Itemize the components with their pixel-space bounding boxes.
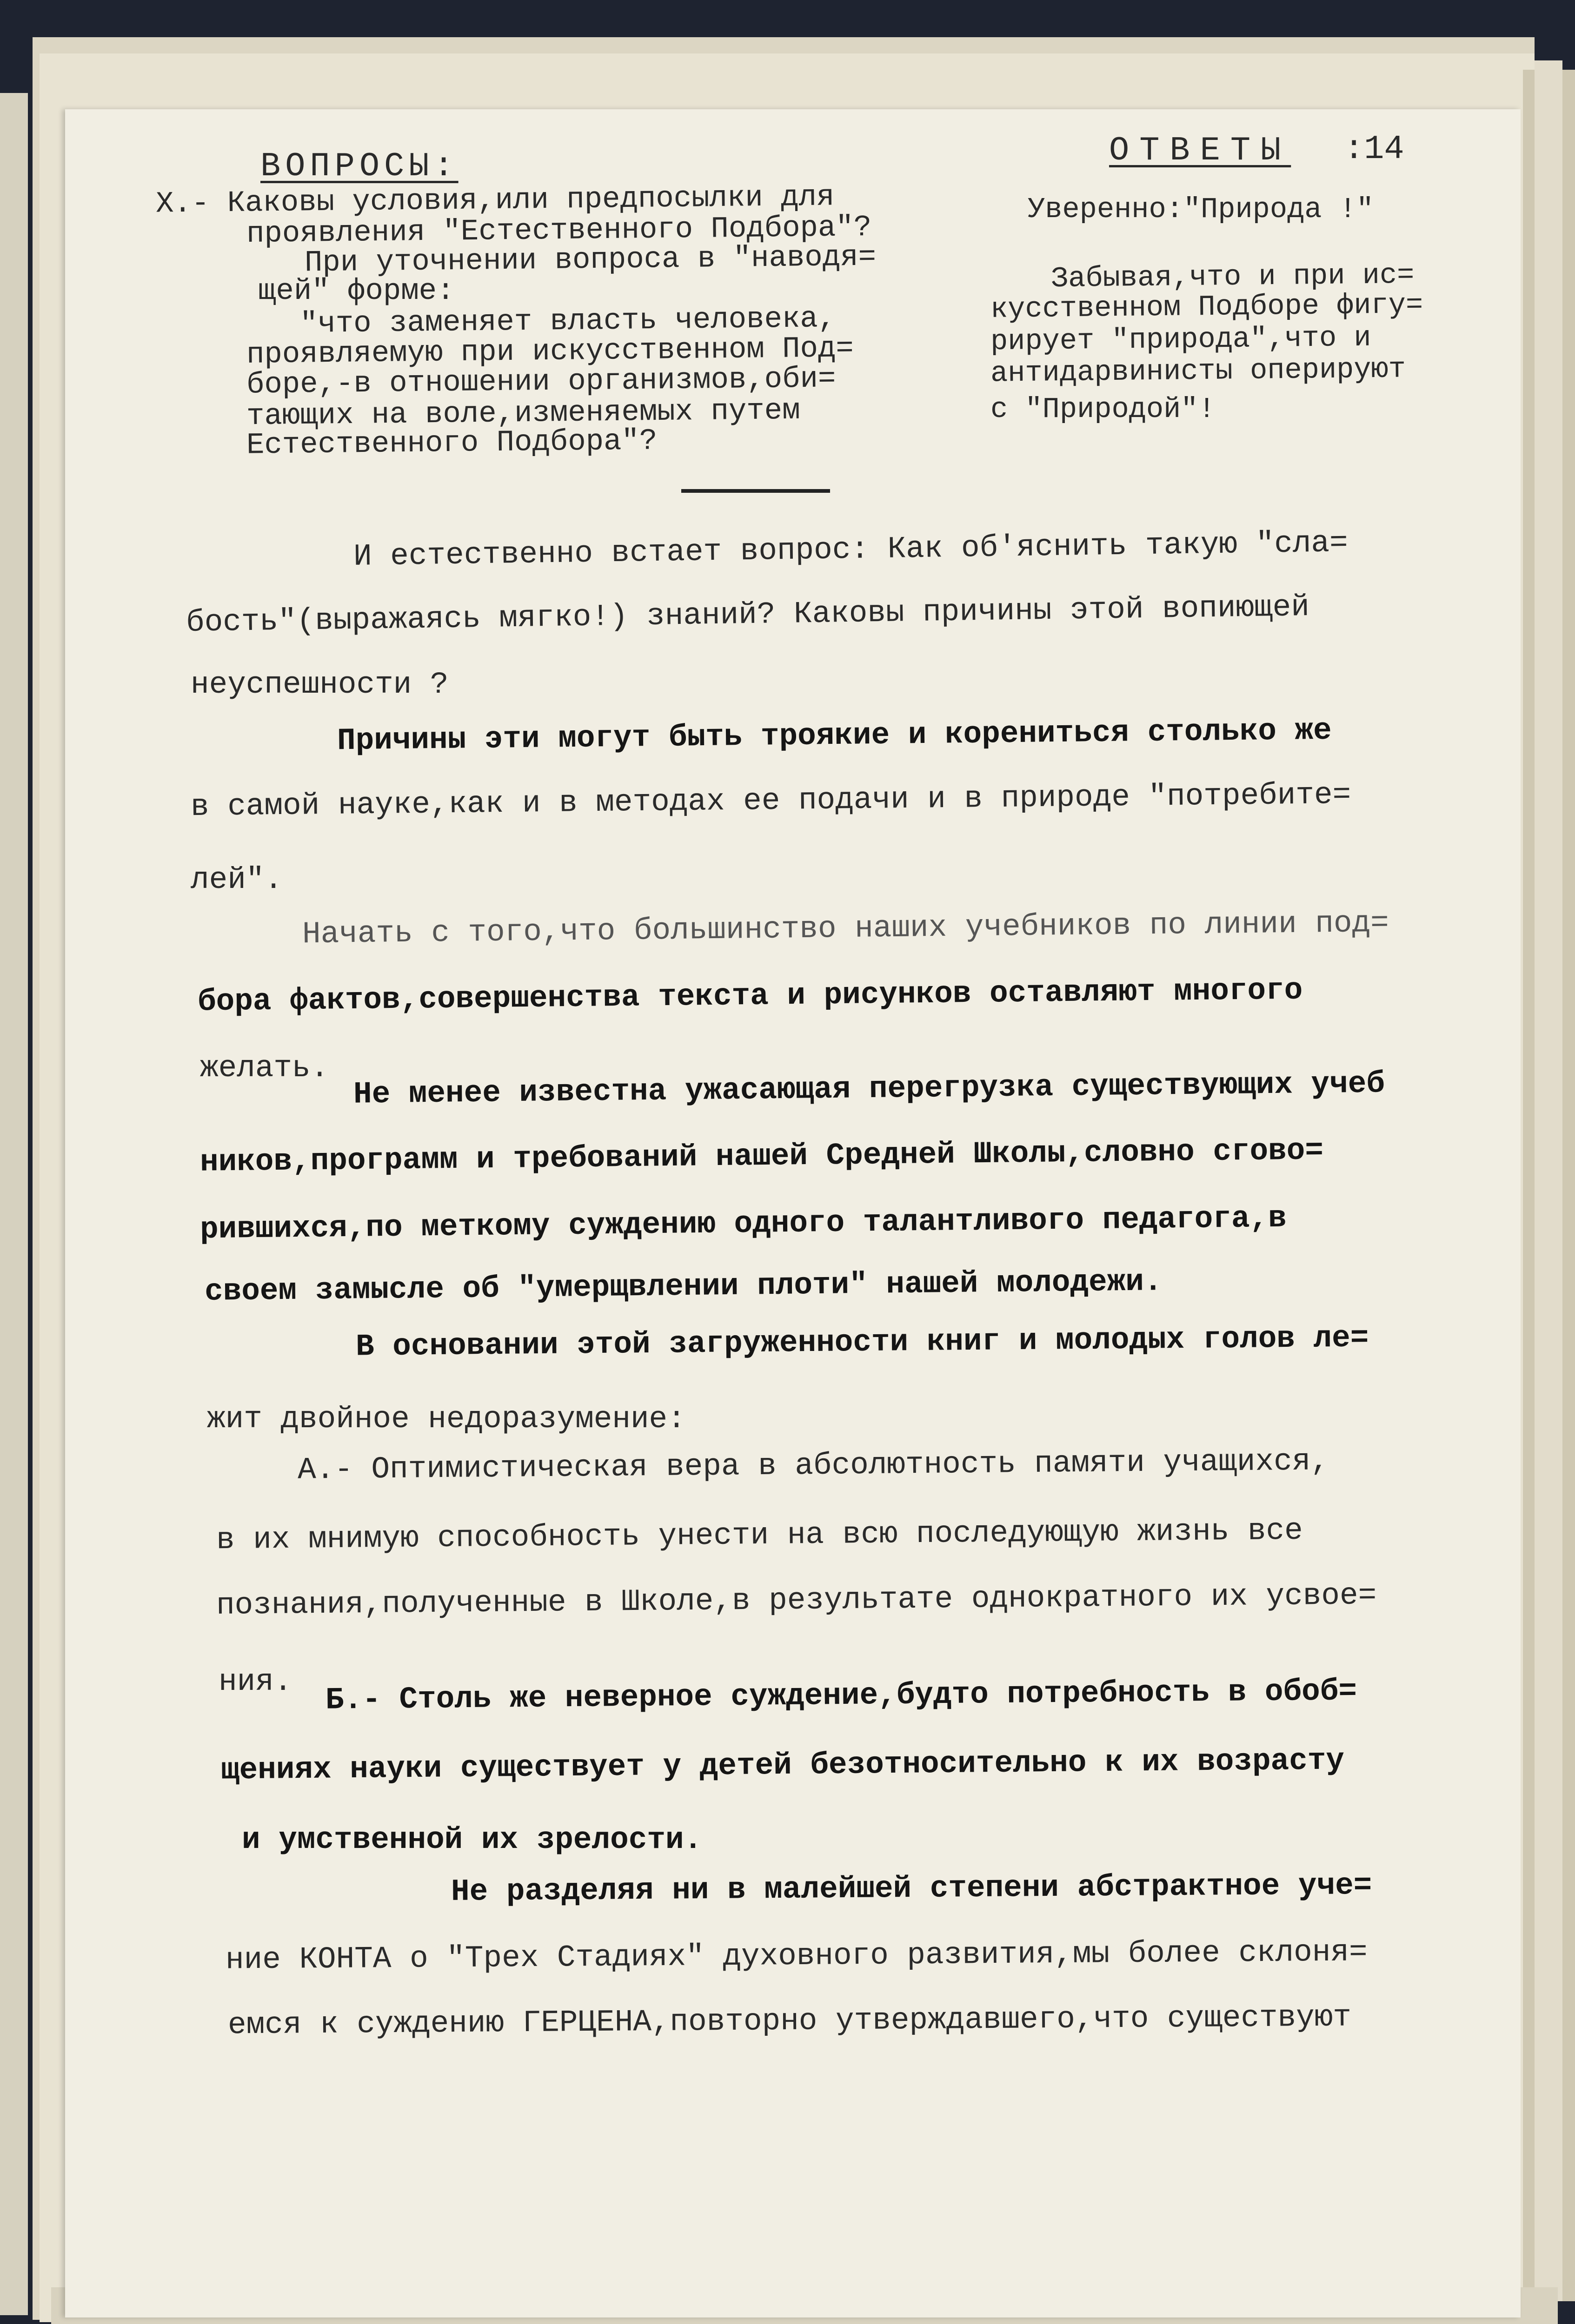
body-line: В основании этой загруженности книг и молодых голов ле= <box>355 1320 1369 1364</box>
question-line: боре,-в отношении организмов,оби= <box>246 362 836 402</box>
question-line: тающих на воле,изменяемых путем <box>246 394 800 434</box>
separator-line <box>681 489 830 493</box>
body-line: И естественно встает вопрос: Как об'яснить такую "сла= <box>353 525 1349 574</box>
body-line: ников,программ и требований нашей Средней Школы,словно сгово= <box>199 1133 1324 1180</box>
body-line: рившихся,по меткому суждению одного талантливого педагога,в <box>199 1200 1287 1247</box>
body-line: лей". <box>191 862 283 897</box>
question-line: щей" форме: <box>258 275 455 308</box>
question-line: Х.- Каковы условия,или предпосылки для <box>155 180 835 221</box>
body-line: щениях науки существует у детей безотносительно к их возрасту <box>220 1743 1345 1788</box>
answers-heading: ОТВЕТЫ <box>1109 132 1291 170</box>
question-line: проявления "Естественного Подбора"? <box>246 211 872 252</box>
question-line: Естественного Подбора"? <box>246 424 658 463</box>
body-line: ние КОНТА о "Трех Стадиях" духовного развития,мы более склоня= <box>225 1934 1368 1978</box>
body-line: Начать с того,что большинство наших учебников по линии под= <box>302 905 1389 952</box>
body-line: неуспешности ? <box>191 667 449 702</box>
body-line: емся к суждению ГЕРЦЕНА,повторно утверждавшего,что существуют <box>227 2000 1352 2043</box>
body-line: и умственной их зрелости. <box>242 1822 703 1857</box>
answer-line: рирует "природа",что и <box>990 321 1371 358</box>
body-line: ния. <box>219 1664 292 1699</box>
body-line: А.- Оптимистическая вера в абсолютность памяти учащихся, <box>297 1443 1329 1488</box>
answer-line: антидарвинисты оперируют <box>990 352 1406 390</box>
body-line: Б.- Столь же неверное суждение,будто потребность в обоб= <box>325 1674 1357 1718</box>
question-line: При уточнении вопроса в "наводя= <box>304 240 877 280</box>
questions-heading: ВОПРОСЫ: <box>260 147 459 185</box>
right-page-stack-2 <box>1535 60 1562 2301</box>
body-line: бора фактов,совершенства текста и рисунков оставляют многого <box>197 973 1303 1020</box>
body-line: познания,полученные в Школе,в результате однократного их усвое= <box>216 1578 1377 1623</box>
body-line: Не менее известна ужасающая перегрузка существующих учеб <box>353 1066 1385 1112</box>
answer-line: с "Природой"! <box>990 393 1216 426</box>
body-line: желать. <box>200 1051 329 1086</box>
answer-line: Уверенно:"Природа !" <box>1028 193 1374 226</box>
body-line: жит двойное недоразумение: <box>207 1402 686 1437</box>
answer-line: кусственном Подборе фигу= <box>990 288 1423 326</box>
body-line: в самой науке,как и в методах ее подачи и в природе "потребите= <box>190 777 1351 825</box>
body-line: бость"(выражаясь мягко!) знаний? Каковы причины этой вопиющей <box>186 589 1310 640</box>
question-line: проявляемую при искусственном Под= <box>246 332 854 372</box>
body-line: в их мнимую способность унести на всю последующую жизнь все <box>216 1513 1303 1558</box>
page-number: :14 <box>1344 130 1404 168</box>
question-line: "что заменяет власть человека, <box>299 302 836 342</box>
answer-line: Забывая,что и при ис= <box>1050 258 1415 296</box>
body-line: Не разделяя ни в малейшей степени абстрактное уче= <box>451 1868 1372 1909</box>
left-page-edge <box>0 93 28 2315</box>
body-line: Причины эти могут быть троякие и корениться столько же <box>337 713 1332 759</box>
body-line: своем замысле об "умерщвлении плоти" нашей молодежи. <box>204 1264 1163 1309</box>
